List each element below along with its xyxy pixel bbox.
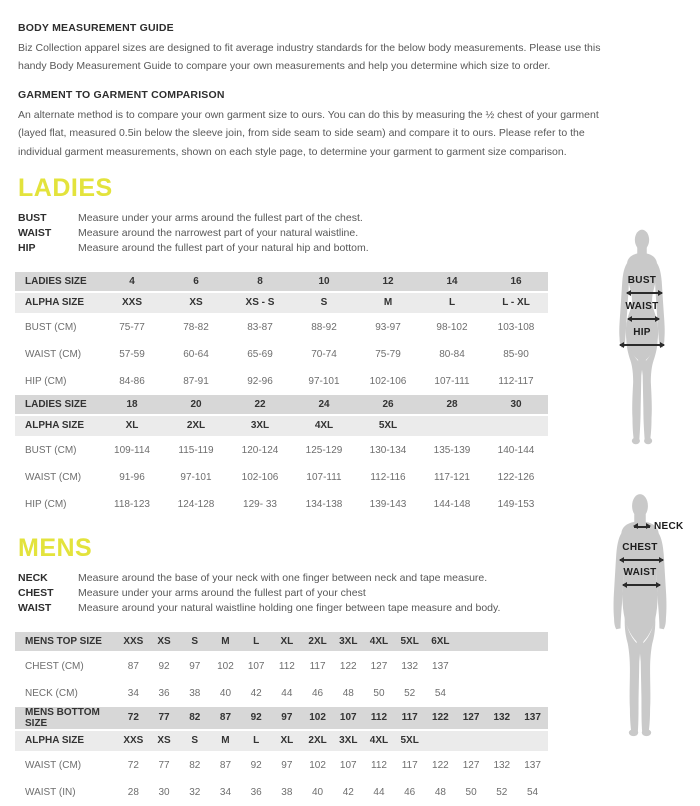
row-label: MENS TOP SIZE xyxy=(15,632,118,653)
table-row xyxy=(15,293,548,314)
size-cell: 122 xyxy=(425,707,456,731)
size-cell: XS - S xyxy=(228,293,292,314)
definition-text: Measure under your arms around the fullest part of your chest xyxy=(78,586,366,599)
row-label: HIP (CM) xyxy=(15,368,100,395)
size-cell xyxy=(486,632,517,653)
size-cell: 16 xyxy=(484,272,548,293)
size-cell: 77 xyxy=(149,752,180,779)
size-cell xyxy=(425,731,456,752)
size-cell: 10 xyxy=(292,272,356,293)
size-cell: 14 xyxy=(420,272,484,293)
table-row xyxy=(15,314,548,341)
mens-size-table xyxy=(15,632,548,806)
size-cell: 122-126 xyxy=(484,464,548,491)
row-label: MENS BOTTOM SIZE xyxy=(15,707,118,731)
size-cell: 127 xyxy=(364,653,395,680)
size-cell: 82 xyxy=(179,752,210,779)
size-cell: 107 xyxy=(241,653,272,680)
definition-row xyxy=(18,242,700,254)
size-cell: 8 xyxy=(228,272,292,293)
size-cell: 75-79 xyxy=(356,341,420,368)
definition-term: NECK xyxy=(18,571,48,584)
comparison-paragraph: An alternate method is to compare your own garment size to ours. You can do this by measuring the ½ chest of your garment (layed flat, measured 0.5in below the sleeve join, from side seam to side seam) and compare it to ours. Please refer to the individual garment measurements, shown on each style page, to determine your garment to garment size comparison. xyxy=(18,108,599,158)
size-cell: 6XL xyxy=(425,632,456,653)
size-cell: 112 xyxy=(364,752,395,779)
size-cell xyxy=(486,653,517,680)
size-cell: 107-111 xyxy=(420,368,484,395)
size-cell: 109-114 xyxy=(100,437,164,464)
size-cell: 72 xyxy=(118,752,149,779)
bust-arrow-icon xyxy=(627,292,662,294)
table-row xyxy=(15,707,548,731)
size-cell: 137 xyxy=(425,653,456,680)
table-row xyxy=(15,731,548,752)
size-cell: 46 xyxy=(394,779,425,806)
size-cell: 137 xyxy=(517,752,548,779)
definition-term: CHEST xyxy=(18,586,54,599)
size-cell: L xyxy=(241,731,272,752)
size-cell: 92 xyxy=(149,653,180,680)
size-cell: 4 xyxy=(100,272,164,293)
size-cell: L xyxy=(241,632,272,653)
row-label: ALPHA SIZE xyxy=(15,731,118,752)
size-cell: 52 xyxy=(486,779,517,806)
waist-arrow-icon xyxy=(628,318,659,320)
size-cell: 149-153 xyxy=(484,491,548,518)
row-label: NECK (CM) xyxy=(15,680,118,707)
row-label: WAIST (CM) xyxy=(15,341,100,368)
size-cell: 124-128 xyxy=(164,491,228,518)
size-cell: 82 xyxy=(179,707,210,731)
row-label: BUST (CM) xyxy=(15,314,100,341)
waist-arrow-icon xyxy=(623,584,660,586)
size-cell: 22 xyxy=(228,395,292,416)
row-label: ALPHA SIZE xyxy=(15,416,100,437)
row-label: WAIST (CM) xyxy=(15,464,100,491)
size-cell: 44 xyxy=(272,680,303,707)
size-cell: 72 xyxy=(118,707,149,731)
size-cell: 87-91 xyxy=(164,368,228,395)
waist-figure-label: WAIST xyxy=(623,567,657,578)
size-cell: 117-121 xyxy=(420,464,484,491)
definition-row xyxy=(18,212,700,224)
mens-definitions xyxy=(18,572,700,614)
definition-term: BUST xyxy=(18,211,47,224)
size-cell: 87 xyxy=(210,752,241,779)
size-cell: 112 xyxy=(364,707,395,731)
size-cell: 6 xyxy=(164,272,228,293)
neck-label-group xyxy=(634,521,684,532)
row-label: WAIST (IN) xyxy=(15,779,118,806)
size-cell: 98-102 xyxy=(420,314,484,341)
size-cell: 2XL xyxy=(302,731,333,752)
size-cell: 42 xyxy=(241,680,272,707)
table-row xyxy=(15,491,548,518)
ladies-body-silhouette xyxy=(608,229,676,447)
size-cell: 54 xyxy=(517,779,548,806)
size-cell: 28 xyxy=(118,779,149,806)
neck-figure-label: NECK xyxy=(654,521,684,532)
definition-term: HIP xyxy=(18,241,36,254)
size-cell: 97 xyxy=(272,752,303,779)
size-cell: M xyxy=(356,293,420,314)
size-cell: 97-101 xyxy=(164,464,228,491)
size-cell: 117 xyxy=(394,707,425,731)
size-cell: 24 xyxy=(292,395,356,416)
size-cell: XXS xyxy=(118,632,149,653)
size-cell: XS xyxy=(149,632,180,653)
size-cell: 140-144 xyxy=(484,437,548,464)
size-cell: S xyxy=(179,632,210,653)
size-cell xyxy=(517,680,548,707)
size-cell: 48 xyxy=(425,779,456,806)
size-cell: 3XL xyxy=(333,632,364,653)
size-cell: 2XL xyxy=(302,632,333,653)
size-cell: 50 xyxy=(364,680,395,707)
size-cell: 144-148 xyxy=(420,491,484,518)
size-cell xyxy=(486,680,517,707)
ladies-size-table-2 xyxy=(15,395,548,518)
table-row xyxy=(15,779,548,806)
mens-body-silhouette xyxy=(604,493,684,738)
size-cell: 102 xyxy=(302,707,333,731)
size-cell: 12 xyxy=(356,272,420,293)
size-cell: 70-74 xyxy=(292,341,356,368)
size-cell: 60-64 xyxy=(164,341,228,368)
size-cell xyxy=(456,731,487,752)
size-cell: 20 xyxy=(164,395,228,416)
guide-paragraph: Biz Collection apparel sizes are designed to fit average industry standards for the below body measurements. Please use this handy Body Measurement Guide to compare your own measurements and help you determine which size to order. xyxy=(18,42,601,73)
size-cell: 18 xyxy=(100,395,164,416)
size-cell: S xyxy=(292,293,356,314)
size-cell: 132 xyxy=(486,707,517,731)
size-cell: XXS xyxy=(100,293,164,314)
definition-text: Measure under your arms around the fullest part of the chest. xyxy=(78,211,363,224)
size-cell: 93-97 xyxy=(356,314,420,341)
size-cell: 38 xyxy=(179,680,210,707)
neck-arrow-icon xyxy=(634,526,650,528)
size-cell xyxy=(420,416,484,437)
size-cell: 102-106 xyxy=(228,464,292,491)
size-cell: 112-116 xyxy=(356,464,420,491)
ladies-heading: LADIES xyxy=(18,173,113,202)
table-row xyxy=(15,464,548,491)
size-cell: XL xyxy=(272,632,303,653)
bust-figure-label: BUST xyxy=(627,275,657,286)
table-row xyxy=(15,416,548,437)
chest-arrow-icon xyxy=(620,559,663,561)
size-cell: 36 xyxy=(241,779,272,806)
size-cell: 97 xyxy=(272,707,303,731)
size-cell: 92-96 xyxy=(228,368,292,395)
size-cell: M xyxy=(210,731,241,752)
size-cell: 3XL xyxy=(333,731,364,752)
table-row xyxy=(15,752,548,779)
size-cell: 4XL xyxy=(292,416,356,437)
size-cell: 30 xyxy=(149,779,180,806)
row-label: LADIES SIZE xyxy=(15,395,100,416)
size-cell: XS xyxy=(164,293,228,314)
size-cell: 122 xyxy=(333,653,364,680)
size-cell: 97 xyxy=(179,653,210,680)
size-cell: 129- 33 xyxy=(228,491,292,518)
definition-term: WAIST xyxy=(18,601,52,614)
size-cell: 28 xyxy=(420,395,484,416)
size-cell: 5XL xyxy=(394,632,425,653)
size-cell: 57-59 xyxy=(100,341,164,368)
table-row xyxy=(15,653,548,680)
row-label: BUST (CM) xyxy=(15,437,100,464)
size-cell: XL xyxy=(100,416,164,437)
row-label: CHEST (CM) xyxy=(15,653,118,680)
size-cell: 118-123 xyxy=(100,491,164,518)
size-cell: 80-84 xyxy=(420,341,484,368)
definition-text: Measure around the base of your neck with one finger between neck and tape measure. xyxy=(78,571,488,584)
size-cell xyxy=(517,653,548,680)
size-cell xyxy=(456,653,487,680)
table-row xyxy=(15,632,548,653)
size-cell: 42 xyxy=(333,779,364,806)
size-cell: 135-139 xyxy=(420,437,484,464)
definition-text: Measure around your natural waistline holding one finger between tape measure and body. xyxy=(78,601,501,614)
size-cell: 92 xyxy=(241,707,272,731)
table-row xyxy=(15,395,548,416)
table-row xyxy=(15,437,548,464)
size-cell: S xyxy=(179,731,210,752)
size-cell: L - XL xyxy=(484,293,548,314)
waist-figure-label: WAIST xyxy=(625,301,659,312)
size-cell: 132 xyxy=(486,752,517,779)
size-cell: 78-82 xyxy=(164,314,228,341)
definition-row xyxy=(18,587,700,599)
row-label: LADIES SIZE xyxy=(15,272,100,293)
size-cell: 137 xyxy=(517,707,548,731)
definition-text: Measure around the fullest part of your natural hip and bottom. xyxy=(78,241,369,254)
size-cell: 127 xyxy=(456,752,487,779)
size-cell: 40 xyxy=(302,779,333,806)
table-row xyxy=(15,272,548,293)
mens-heading: MENS xyxy=(18,533,93,562)
size-cell: 32 xyxy=(179,779,210,806)
size-cell: XS xyxy=(149,731,180,752)
size-cell: 65-69 xyxy=(228,341,292,368)
row-label: WAIST (CM) xyxy=(15,752,118,779)
size-cell: 103-108 xyxy=(484,314,548,341)
size-cell xyxy=(486,731,517,752)
size-cell: 34 xyxy=(210,779,241,806)
size-cell: 107 xyxy=(333,707,364,731)
size-cell: 38 xyxy=(272,779,303,806)
size-cell: 85-90 xyxy=(484,341,548,368)
size-cell: 26 xyxy=(356,395,420,416)
size-cell: 120-124 xyxy=(228,437,292,464)
size-cell: 3XL xyxy=(228,416,292,437)
hip-arrow-icon xyxy=(620,344,664,346)
size-cell: 4XL xyxy=(364,632,395,653)
size-cell: 117 xyxy=(302,653,333,680)
size-cell: 54 xyxy=(425,680,456,707)
size-cell: 97-101 xyxy=(292,368,356,395)
size-cell: 91-96 xyxy=(100,464,164,491)
size-cell: 5XL xyxy=(394,731,425,752)
table-row xyxy=(15,368,548,395)
size-cell: 50 xyxy=(456,779,487,806)
size-cell: 92 xyxy=(241,752,272,779)
size-cell: 127 xyxy=(456,707,487,731)
size-cell: 122 xyxy=(425,752,456,779)
size-cell: XXS xyxy=(118,731,149,752)
size-cell: 34 xyxy=(118,680,149,707)
size-cell: 130-134 xyxy=(356,437,420,464)
size-cell: 52 xyxy=(394,680,425,707)
row-label: HIP (CM) xyxy=(15,491,100,518)
ladies-definitions xyxy=(18,212,700,254)
hip-figure-label: HIP xyxy=(633,327,651,338)
size-cell: 107-111 xyxy=(292,464,356,491)
size-cell xyxy=(517,731,548,752)
size-cell: 77 xyxy=(149,707,180,731)
size-cell xyxy=(456,680,487,707)
size-cell: 44 xyxy=(364,779,395,806)
definition-term: WAIST xyxy=(18,226,52,239)
definition-row xyxy=(18,602,700,614)
size-cell: L xyxy=(420,293,484,314)
row-label: ALPHA SIZE xyxy=(15,293,100,314)
size-cell: 107 xyxy=(333,752,364,779)
chest-figure-label: CHEST xyxy=(622,542,658,553)
size-cell: 87 xyxy=(118,653,149,680)
size-cell: 36 xyxy=(149,680,180,707)
size-cell xyxy=(456,632,487,653)
size-cell: M xyxy=(210,632,241,653)
comparison-title: GARMENT TO GARMENT COMPARISON xyxy=(18,88,225,101)
size-cell: 115-119 xyxy=(164,437,228,464)
size-cell: XL xyxy=(272,731,303,752)
size-cell: 46 xyxy=(302,680,333,707)
table-row xyxy=(15,680,548,707)
size-cell: 139-143 xyxy=(356,491,420,518)
size-cell: 40 xyxy=(210,680,241,707)
size-cell: 48 xyxy=(333,680,364,707)
size-cell: 2XL xyxy=(164,416,228,437)
size-cell: 30 xyxy=(484,395,548,416)
size-cell: 112 xyxy=(272,653,303,680)
size-cell: 83-87 xyxy=(228,314,292,341)
size-cell xyxy=(517,632,548,653)
size-cell: 125-129 xyxy=(292,437,356,464)
female-silhouette-icon xyxy=(608,229,676,447)
size-cell: 117 xyxy=(394,752,425,779)
size-cell xyxy=(484,416,548,437)
size-cell: 102 xyxy=(210,653,241,680)
guide-title: BODY MEASUREMENT GUIDE xyxy=(18,22,174,34)
table-row xyxy=(15,341,548,368)
size-cell: 75-77 xyxy=(100,314,164,341)
size-cell: 112-117 xyxy=(484,368,548,395)
ladies-size-table-1 xyxy=(15,272,548,395)
size-cell: 5XL xyxy=(356,416,420,437)
size-cell: 87 xyxy=(210,707,241,731)
size-cell: 88-92 xyxy=(292,314,356,341)
size-cell: 102 xyxy=(302,752,333,779)
size-cell: 84-86 xyxy=(100,368,164,395)
size-cell: 134-138 xyxy=(292,491,356,518)
definition-row xyxy=(18,227,700,239)
size-cell: 4XL xyxy=(364,731,395,752)
definition-text: Measure around the narrowest part of your natural waistline. xyxy=(78,226,359,239)
size-cell: 102-106 xyxy=(356,368,420,395)
definition-row xyxy=(18,572,700,584)
size-cell: 132 xyxy=(394,653,425,680)
